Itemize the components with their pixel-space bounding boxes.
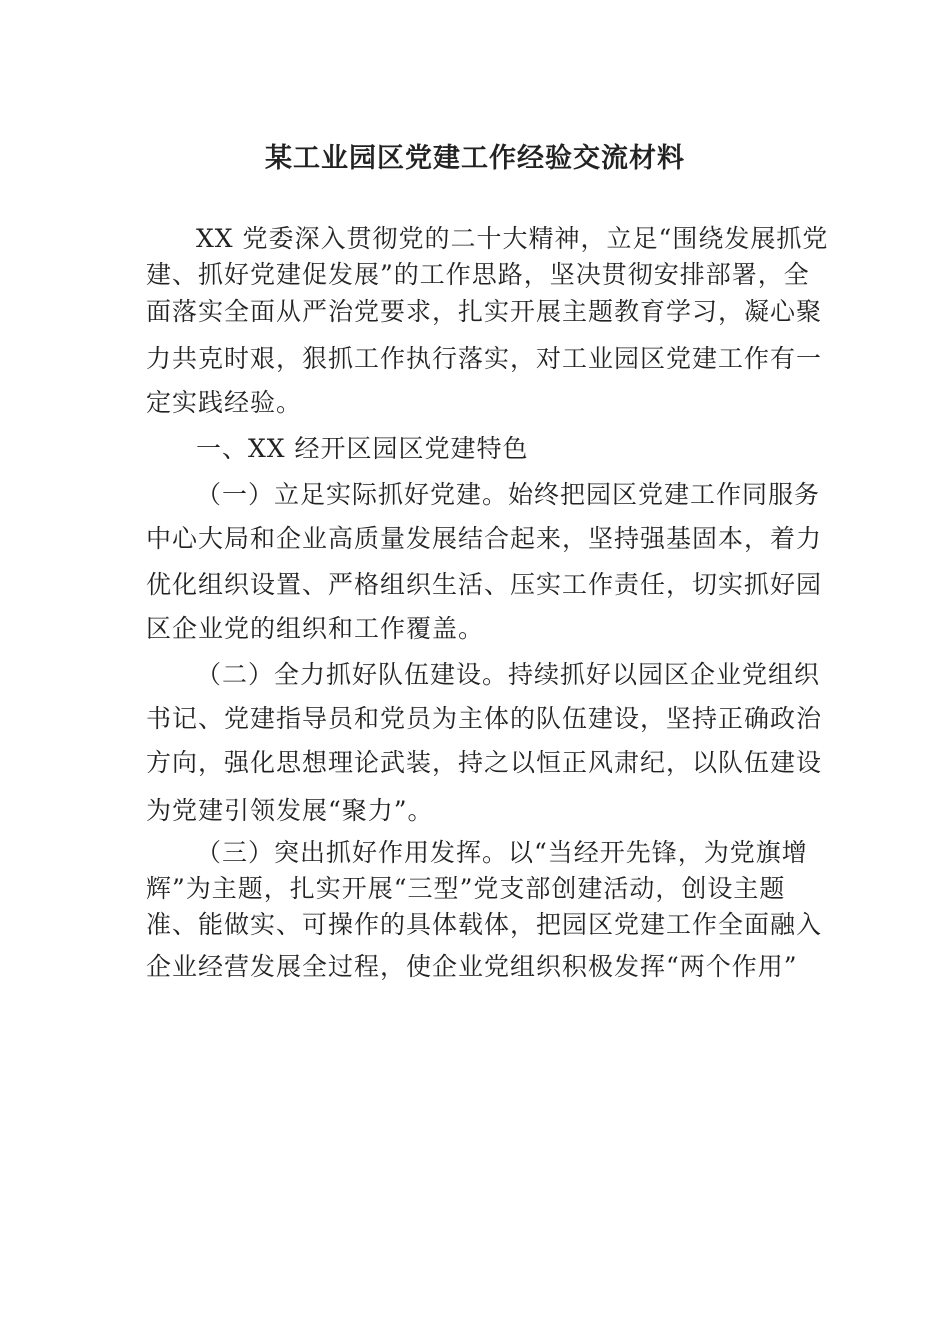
paragraph-line: 力共克时艰，狠抓工作执行落实，对工业园区党建工作有一	[146, 344, 823, 373]
paragraph-line: 准、能做实、可操作的具体载体，把园区党建工作全面融入	[146, 910, 823, 939]
paragraph-line: XX 党委深入贯彻党的二十大精神，立足“围绕发展抓党	[196, 224, 829, 253]
paragraph-line: 辉”为主题，扎实开展“三型”党支部创建活动，创设主题	[146, 874, 786, 903]
paragraph-line: （三）突出抓好作用发挥。以“当经开先锋，为党旗增	[196, 838, 808, 867]
paragraph-line: 方向，强化思想理论武装，持之以恒正风肃纪，以队伍建设	[146, 748, 823, 777]
section-heading: 一、XX 经开区园区党建特色	[196, 434, 529, 463]
paragraph-line: 为党建引领发展“聚力”。	[146, 796, 434, 825]
paragraph-line: 建、抓好党建促发展”的工作思路，坚决贯彻安排部署，全	[146, 260, 810, 289]
document-title: 某工业园区党建工作经验交流材料	[265, 143, 685, 174]
paragraph-line: 区企业党的组织和工作覆盖。	[146, 614, 485, 643]
paragraph-line: 企业经营发展全过程，使企业党组织积极发挥“两个作用”	[146, 952, 798, 981]
paragraph-line: 定实践经验。	[146, 388, 303, 417]
paragraph-line: （二）全力抓好队伍建设。持续抓好以园区企业党组织	[196, 660, 821, 689]
paragraph-line: 面落实全面从严治党要求，扎实开展主题教育学习，凝心聚	[146, 297, 823, 326]
paragraph-line: 书记、党建指导员和党员为主体的队伍建设，坚持正确政治	[146, 704, 823, 733]
paragraph-line: （一）立足实际抓好党建。始终把园区党建工作同服务	[196, 480, 821, 509]
paragraph-line: 中心大局和企业高质量发展结合起来，坚持强基固本，着力	[146, 524, 823, 553]
paragraph-line: 优化组织设置、严格组织生活、压实工作责任，切实抓好园	[146, 570, 823, 599]
